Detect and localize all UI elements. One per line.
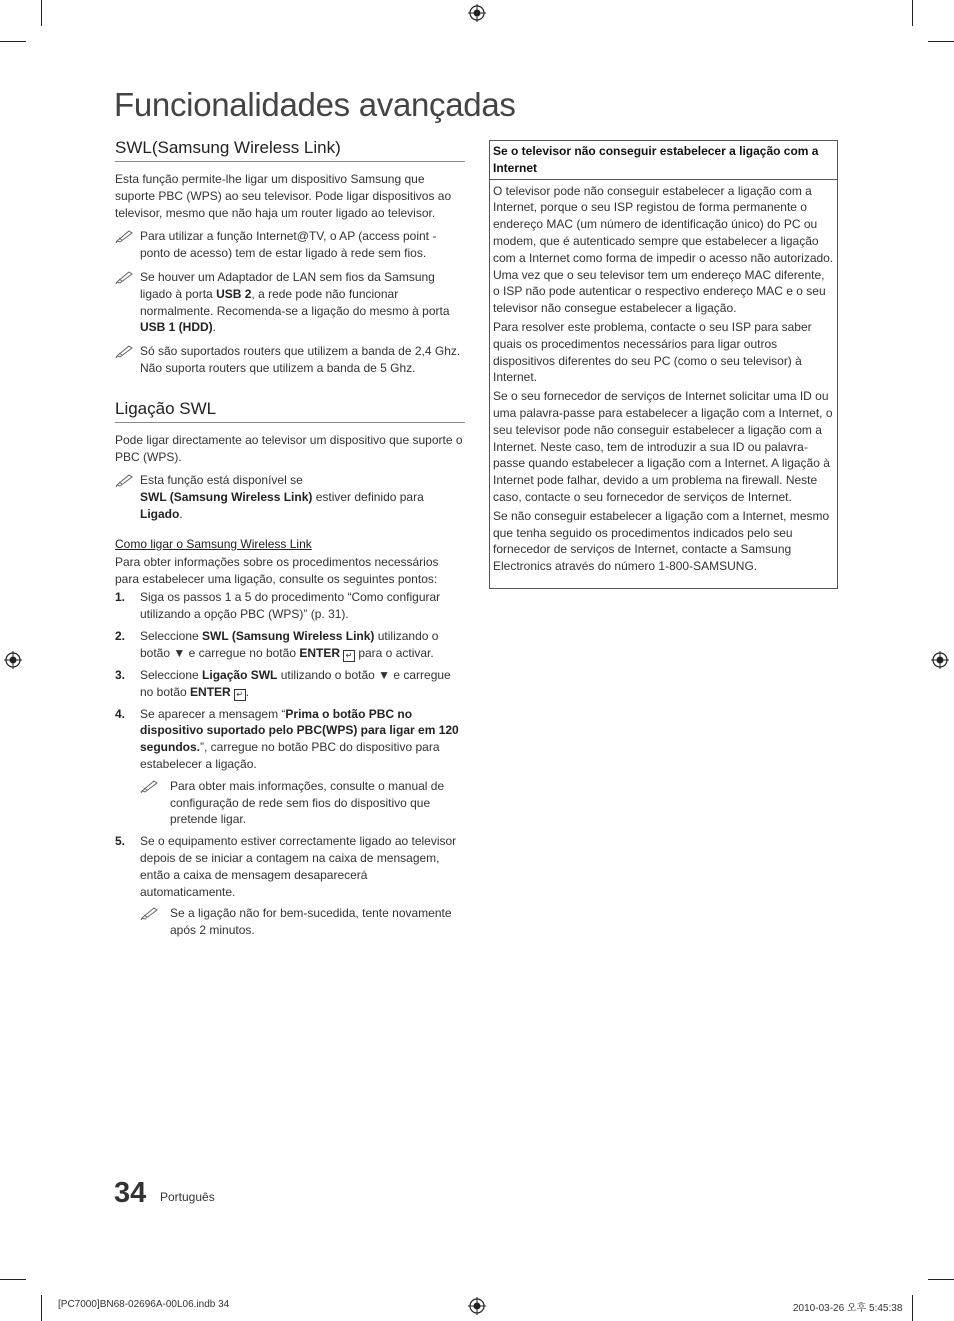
step-item	[115, 833, 465, 939]
info-box-heading: Se o televisor não conseguir estabelecer a ligação com a Internet	[490, 141, 837, 180]
step-text: Seleccione	[140, 628, 203, 643]
note-text: Se houver um Adaptador de LAN sem fios da Samsung ligado à porta	[140, 269, 435, 301]
section-heading-swl: SWL(Samsung Wireless Link)	[115, 138, 465, 162]
page-language: Português	[160, 1190, 215, 1204]
subheading-intro: Para obter informações sobre os procedimentos necessários para estabelecer uma ligação, consulte os seguintes pontos:	[115, 554, 439, 586]
crop-mark	[0, 1279, 26, 1280]
subheading: Como ligar o Samsung Wireless Link	[115, 536, 312, 551]
step-number: 3.	[115, 667, 126, 682]
note-text: .	[212, 320, 217, 335]
note-text: Para obter mais informações, consulte o manual de configuração de rede sem fios do dispositivo que pretende ligar.	[170, 778, 445, 827]
crop-mark	[912, 1295, 913, 1321]
note	[140, 778, 465, 828]
step-item	[115, 589, 465, 623]
note-text: estiver definido para	[312, 490, 424, 505]
ligacao-intro: Pode ligar directamente ao televisor um dispositivo que suporte o PBC (WPS).	[115, 432, 463, 464]
note	[115, 269, 465, 336]
step-text: Se o equipamento estiver correctamente ligado ao televisor depois de se iniciar a contagem na caixa de mensagem, então a caixa de mensagem desaparecerá automaticamente.	[140, 834, 457, 899]
port-label: USB 1 (HDD)	[140, 320, 213, 335]
step-text: Seleccione	[140, 667, 203, 682]
info-box	[489, 140, 838, 589]
crop-mark	[928, 1279, 954, 1280]
section-heading-ligacao: Ligação SWL	[115, 399, 465, 423]
crop-mark	[912, 0, 913, 26]
step-text: .	[245, 684, 250, 699]
port-label: USB 2	[216, 286, 252, 301]
file-info: [PC7000]BN68-02696A-00L06.indb 34	[58, 1299, 230, 1310]
note-pencil-icon	[115, 229, 135, 243]
info-paragraph: Se não conseguir estabelecer a ligação com a Internet, mesmo que tenha seguido os procedimentos indicados pelo seu fornecedor de serviços de Internet, contacte a Samsung Electronics através do número 1-800-SAMSUNG.	[493, 508, 830, 574]
note-pencil-icon	[115, 270, 135, 284]
left-column	[115, 138, 465, 944]
step-number: 2.	[115, 628, 126, 643]
info-paragraph: Se o seu fornecedor de serviços de Internet solicitar uma ID ou uma palavra-passe para estabelecer a ligação com a Internet, o seu televisor pode não conseguir estabelecer a ligação com a Internet. Neste caso, tem de introduzir a sua ID ou palavra-passe quando estabelecer a ligação com a Internet. A ligação à Internet pode falhar, devido a um problema na firewall. Neste caso, contacte o seu fornecedor de serviços de Internet.	[493, 389, 833, 504]
crop-mark	[41, 1295, 42, 1321]
info-box-body	[490, 180, 837, 575]
note	[140, 905, 465, 939]
menu-option: Ligação SWL	[202, 667, 278, 682]
enter-button-label: ENTER	[190, 684, 231, 699]
step-item	[115, 628, 465, 662]
step-number: 4.	[115, 706, 126, 721]
note-pencil-icon	[140, 906, 160, 920]
note-pencil-icon	[140, 779, 160, 793]
note	[115, 472, 465, 522]
swl-intro: Esta função permite-lhe ligar um dispositivo Samsung que suporte PBC (WPS) ao seu televisor. Pode ligar dispositivos ao televisor, mesmo que não haja um router ligado ao televisor.	[115, 172, 452, 220]
enter-icon: ↵	[234, 689, 246, 701]
info-paragraph: O televisor pode não conseguir estabelecer a ligação com a Internet, porque o seu ISP registou de forma permanente o endereço MAC (um número de identificação único) do PC ou modem, que é autenticado sempre que estabelecer a ligação com a Internet como forma de impedir o acesso não autorizado. Uma vez que o seu televisor tem um endereço MAC diferente, o ISP não pode autenticar o respectivo endereço MAC e o seu televisor não consegue estabelecer a ligação.	[493, 183, 834, 316]
registration-mark-icon	[4, 651, 22, 669]
page-number: 34	[114, 1177, 147, 1209]
registration-mark-icon	[931, 651, 949, 669]
note-pencil-icon	[115, 473, 135, 487]
step-text: utilizando o botão ▼ e carregue no botão	[140, 667, 451, 699]
enter-icon: ↵	[343, 650, 355, 662]
step-text: para o activar.	[355, 645, 434, 660]
step-number: 1.	[115, 590, 126, 605]
note-pencil-icon	[115, 344, 135, 358]
step-number: 5.	[115, 834, 126, 849]
crop-mark	[41, 0, 42, 26]
step-item	[115, 706, 465, 829]
setting-value: Ligado	[140, 506, 180, 521]
setting-name: SWL (Samsung Wireless Link)	[140, 490, 313, 505]
message-text: Prima o botão PBC no dispositivo suportado pelo PBC(WPS) para ligar em 120 segundos.	[140, 706, 459, 755]
steps-list	[115, 589, 465, 939]
menu-option: SWL (Samsung Wireless Link)	[202, 628, 375, 643]
note	[115, 343, 465, 377]
note-text: Para utilizar a função Internet@TV, o AP (access point - ponto de acesso) tem de estar ligado à rede sem fios.	[140, 229, 437, 261]
note-text: Só são suportados routers que utilizem a banda de 2,4 Ghz. Não suporta routers que utilizem a banda de 5 Ghz.	[140, 344, 461, 375]
crop-mark	[928, 41, 954, 42]
crop-mark	[0, 41, 26, 42]
print-timestamp: 2010-03-26 오후 5:45:38	[793, 1303, 903, 1314]
note-text: Esta função está disponível se	[140, 473, 303, 488]
step-text: utilizando o botão ▼ e carregue no botão	[140, 628, 439, 660]
info-paragraph: Para resolver este problema, contacte o seu ISP para saber quais os procedimentos necessários para ligar outros dispositivos diferentes do seu PC (como o seu televisor) à Internet.	[493, 319, 812, 385]
page-title: Funcionalidades avançadas	[114, 86, 516, 123]
note-text: Se a ligação não for bem-sucedida, tente novamente após 2 minutos.	[170, 906, 452, 938]
registration-mark-icon	[468, 1297, 486, 1315]
note-text: .	[179, 506, 183, 521]
step-text: Siga os passos 1 a 5 do procedimento “Como configurar utilizando a opção PBC (WPS)” (p. 31).	[140, 590, 441, 622]
note-text: , a rede pode não funcionar normalmente. Recomenda-se a ligação do mesmo à porta	[140, 286, 450, 318]
registration-mark-icon	[468, 4, 486, 22]
note	[115, 228, 465, 262]
enter-button-label: ENTER	[299, 645, 340, 660]
step-text: Se aparecer a mensagem “	[140, 706, 286, 721]
step-text: ”, carregue no botão PBC do dispositivo para estabelecer a ligação.	[140, 740, 440, 771]
step-item	[115, 667, 465, 701]
